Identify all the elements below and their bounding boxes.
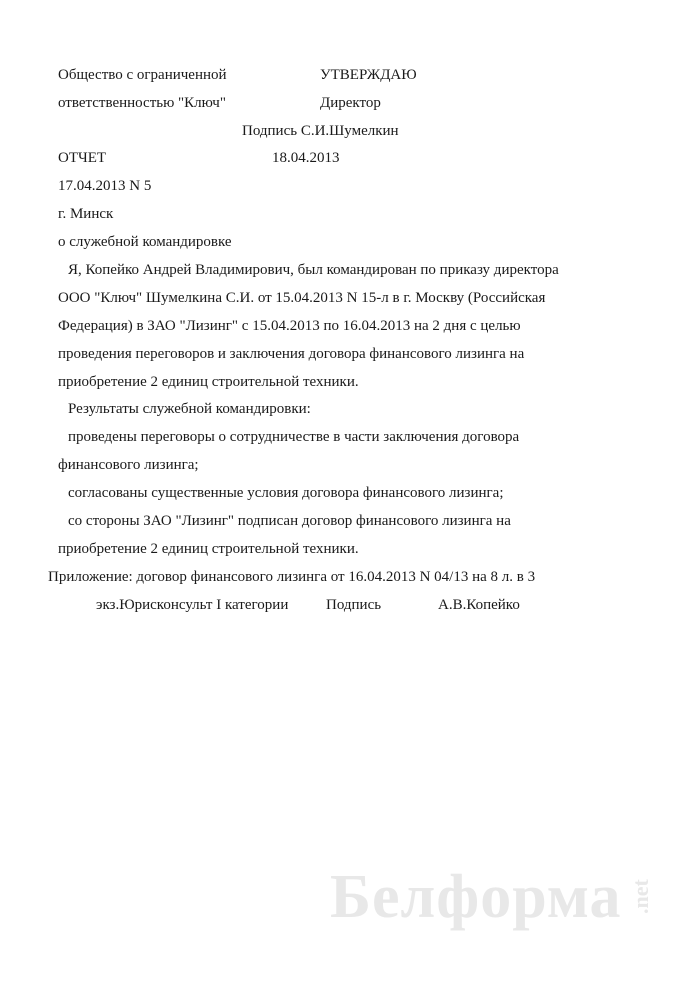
approval-heading: УТВЕРЖДАЮ: [320, 67, 417, 83]
signer-position: экз.Юрисконсульт I категории: [96, 597, 289, 613]
result-2: согласованы существенные условия договора финансового лизинга;: [68, 485, 504, 501]
paragraph-1-line-5: приобретение 2 единиц строительной техники.: [58, 374, 359, 390]
belforma-watermark: Белформа: [330, 863, 622, 931]
director-title: Директор: [320, 95, 381, 111]
result-3-line-1: со стороны ЗАО "Лизинг" подписан договор финансового лизинга на: [68, 513, 511, 529]
signer-name: А.В.Копейко: [438, 597, 520, 613]
paragraph-1-line-2: ООО "Ключ" Шумелкина С.И. от 15.04.2013 N 15-л в г. Москву (Российская: [58, 290, 546, 306]
result-1-line-2: финансового лизинга;: [58, 457, 199, 473]
paragraph-1-line-4: проведения переговоров и заключения договора финансового лизинга на: [58, 346, 525, 362]
signer-signature: Подпись: [326, 597, 382, 613]
document-city: г. Минск: [58, 206, 114, 222]
results-heading: Результаты служебной командировки:: [68, 401, 311, 417]
organization-name-line-1: Общество с ограниченной: [58, 67, 227, 83]
attachment-line: Приложение: договор финансового лизинга от 16.04.2013 N 04/13 на 8 л. в 3: [48, 569, 536, 585]
director-signature: Подпись С.И.Шумелкин: [242, 123, 399, 139]
result-3-line-2: приобретение 2 единиц строительной техники.: [58, 541, 359, 557]
organization-name-line-2: ответственностью "Ключ": [58, 95, 226, 111]
document-date-number: 17.04.2013 N 5: [58, 178, 152, 194]
document-subject: о служебной командировке: [58, 234, 232, 250]
belforma-watermark-tld: .net: [628, 879, 653, 915]
document-title: ОТЧЕТ: [58, 150, 107, 166]
result-1-line-1: проведены переговоры о сотрудничестве в части заключения договора: [68, 429, 520, 445]
paragraph-1-line-1: Я, Копейко Андрей Владимирович, был командирован по приказу директора: [68, 262, 559, 278]
paragraph-1-line-3: Федерация) в ЗАО "Лизинг" с 15.04.2013 по 16.04.2013 на 2 дня с целью: [58, 318, 521, 334]
approval-date: 18.04.2013: [272, 150, 340, 166]
